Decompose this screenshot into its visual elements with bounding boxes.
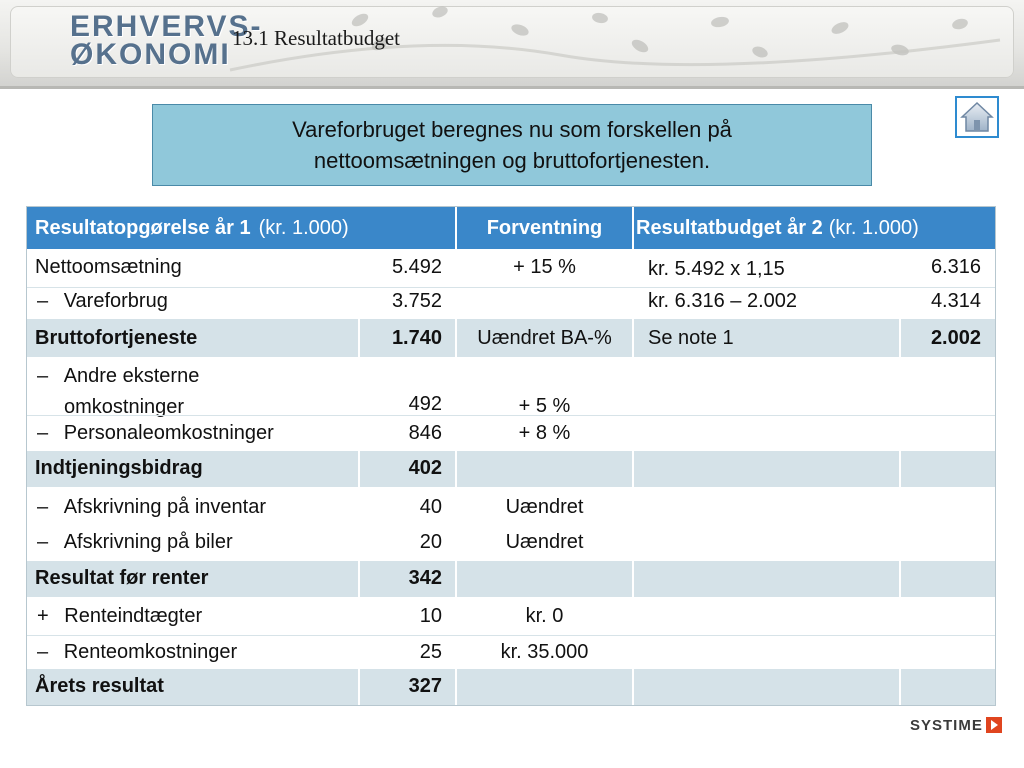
row-calc: kr. 5.492 x 1,15 xyxy=(648,258,785,280)
row-forecast: + 5 % xyxy=(518,395,571,417)
row-label: Vareforbrug xyxy=(63,290,168,312)
row-label: Resultat før renter xyxy=(35,567,209,589)
row-label: Afskrivning på inventar xyxy=(63,496,267,518)
row-value: 25 xyxy=(419,641,442,663)
row-calc: kr. 6.316 – 2.002 xyxy=(648,290,798,312)
header-statement-unit: (kr. 1.000) xyxy=(258,216,349,239)
row-label-group xyxy=(27,597,359,635)
systime-logo xyxy=(910,714,1002,736)
callout-line-2: nettoomsætningen og bruttofortjenesten. xyxy=(313,148,711,173)
row-value: 846 xyxy=(408,422,442,444)
row-value: 492 xyxy=(408,393,442,415)
row-forecast: Uændret xyxy=(505,531,584,553)
table-row-subtotal xyxy=(27,561,995,597)
row-value: 327 xyxy=(408,675,442,697)
row-forecast: + 8 % xyxy=(518,422,571,444)
row-value: 3.752 xyxy=(391,290,442,312)
home-button[interactable] xyxy=(955,96,999,138)
row-prefix: – xyxy=(37,422,49,444)
row-value: 20 xyxy=(419,531,442,553)
row-label: Renteomkostninger xyxy=(63,641,238,663)
table-row xyxy=(27,249,995,287)
row-label-line2: omkostninger xyxy=(64,396,185,418)
row-label: Bruttofortjeneste xyxy=(35,327,198,349)
row-label: Afskrivning på biler xyxy=(63,531,233,553)
row-prefix: + xyxy=(37,605,49,627)
systime-wordmark: SYSTIME xyxy=(910,716,983,734)
row-prefix: – xyxy=(37,496,49,518)
row-label-group xyxy=(27,288,359,320)
row-forecast: + 15 % xyxy=(513,256,576,278)
row-forecast: kr. 35.000 xyxy=(500,641,589,663)
logo-line-1: ERHVERVS- xyxy=(70,10,263,43)
row-prefix: – xyxy=(37,290,49,312)
header-budget-label: Resultatbudget år 2 xyxy=(636,216,823,239)
table-row xyxy=(27,487,995,525)
row-label-group xyxy=(27,416,359,452)
row-value: 40 xyxy=(419,496,442,518)
table-row xyxy=(27,525,995,561)
callout-line-1: Vareforbruget beregnes nu som forskellen på xyxy=(292,117,732,142)
row-forecast: Uændret BA-% xyxy=(477,327,612,349)
row-value: 5.492 xyxy=(391,256,442,278)
row-calc: Se note 1 xyxy=(648,327,734,349)
page-title: 13.1 Resultatbudget xyxy=(232,26,400,50)
table-row-subtotal xyxy=(27,451,995,487)
row-label: Årets resultat xyxy=(35,675,164,697)
table-row xyxy=(27,287,995,320)
row-label-group xyxy=(27,357,359,418)
budget-table xyxy=(26,206,996,706)
header-forecast-label: Forventning xyxy=(486,216,603,239)
logo-line-2: ØKONOMI xyxy=(70,38,231,71)
row-prefix: – xyxy=(37,365,49,387)
row-label: Renteindtægter xyxy=(64,605,203,627)
row-forecast: Uændret xyxy=(505,496,584,518)
info-callout xyxy=(152,104,872,186)
header-col-forecast xyxy=(456,207,633,249)
row-result: 2.002 xyxy=(930,327,981,349)
row-result: 6.316 xyxy=(930,256,981,278)
row-label: Personaleomkostninger xyxy=(63,422,274,444)
table-row xyxy=(27,597,995,635)
row-label-group xyxy=(27,525,359,561)
row-label-group xyxy=(27,636,359,670)
home-icon xyxy=(960,101,994,133)
table-row xyxy=(27,635,995,670)
table-row xyxy=(27,357,995,418)
row-forecast xyxy=(456,288,633,320)
row-label: Indtjeningsbidrag xyxy=(35,457,203,479)
row-prefix: – xyxy=(37,641,49,663)
table-row xyxy=(27,415,995,452)
row-prefix: – xyxy=(37,531,49,553)
arrow-right-icon xyxy=(986,717,1002,733)
table-row-subtotal xyxy=(27,319,995,357)
header-banner xyxy=(0,0,1024,89)
header-col-budget xyxy=(633,207,995,249)
table-header-row xyxy=(27,207,995,249)
row-value: 402 xyxy=(408,457,442,479)
row-result: 4.314 xyxy=(930,290,981,312)
header-col-statement xyxy=(27,207,456,249)
header-statement-label: Resultatopgørelse år 1 xyxy=(35,216,251,239)
row-label: Andre eksterne xyxy=(63,365,200,387)
table-row-total xyxy=(27,669,995,705)
header-budget-unit: (kr. 1.000) xyxy=(828,216,919,239)
row-value: 10 xyxy=(419,605,442,627)
row-value: 342 xyxy=(408,567,442,589)
row-value: 1.740 xyxy=(391,327,442,349)
row-label: Nettoomsætning xyxy=(35,256,182,278)
row-forecast: kr. 0 xyxy=(525,605,564,627)
row-label-group xyxy=(27,487,359,525)
